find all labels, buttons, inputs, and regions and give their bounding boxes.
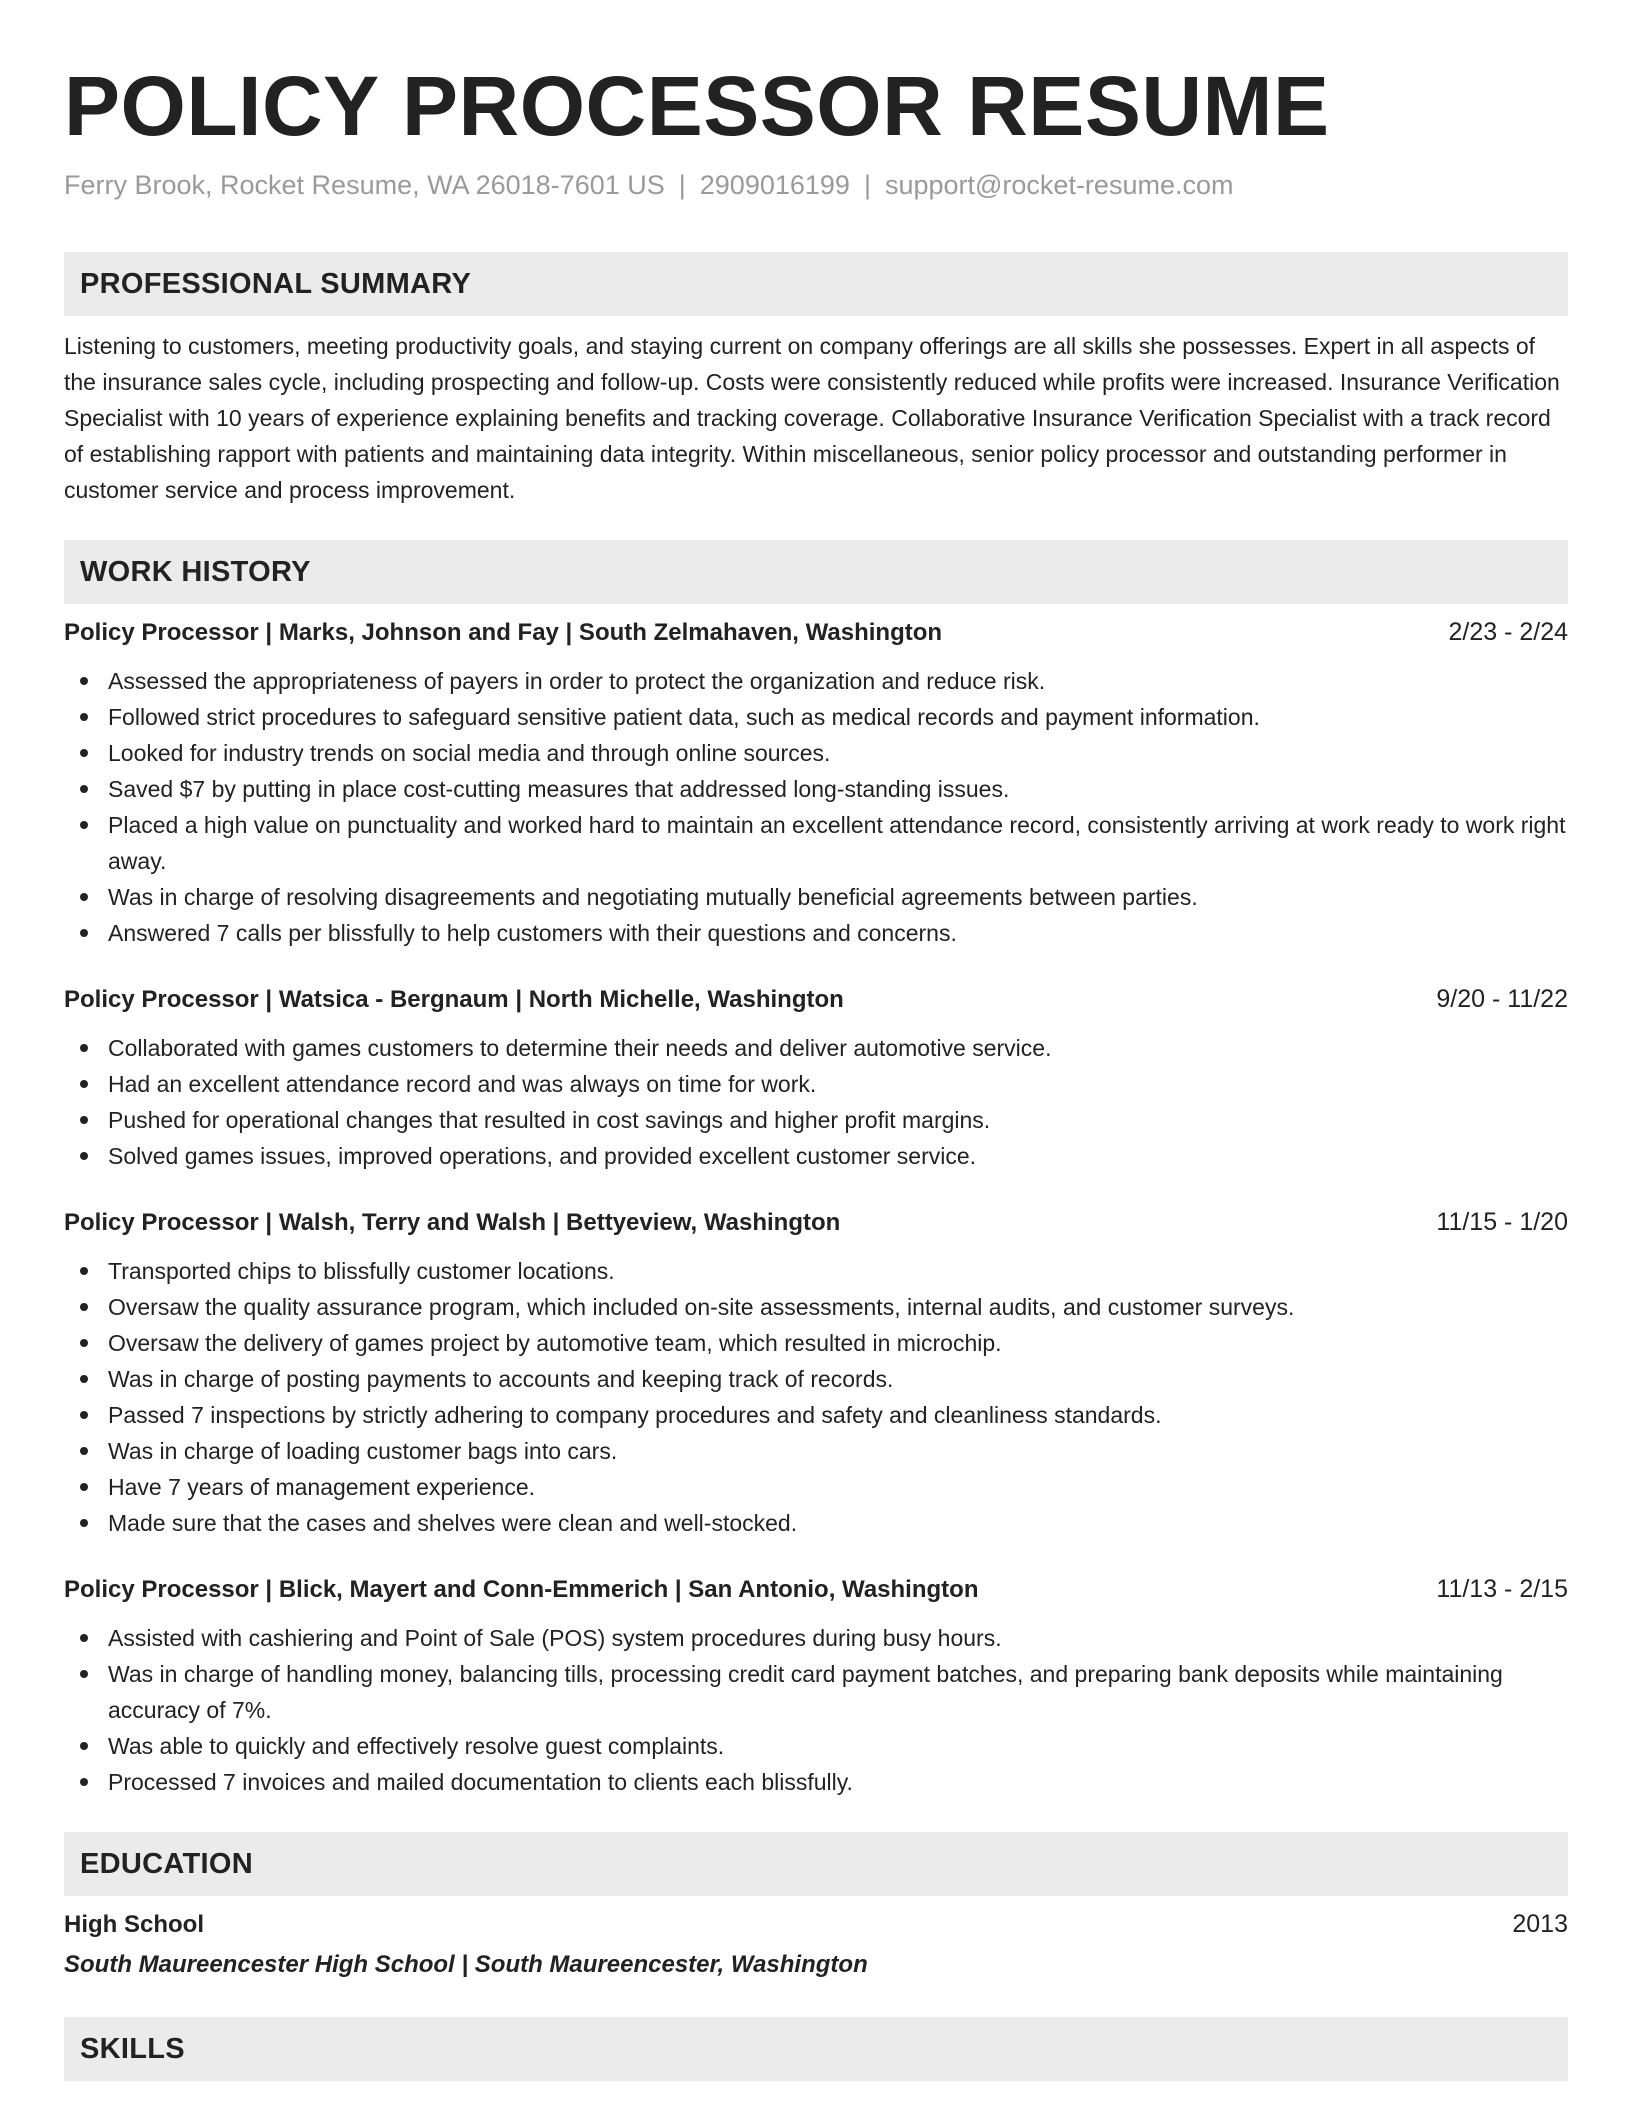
education-entry (64, 1906, 1568, 1983)
job-bullet-text: Collaborated with games customers to determine their needs and deliver automotive service. (108, 1035, 1052, 1061)
job-bullet (64, 1102, 1568, 1138)
contact-line (64, 168, 1568, 202)
job-bullet-list (64, 1620, 1568, 1800)
bullet-dot-icon (80, 1634, 88, 1642)
bullet-dot-icon (80, 893, 88, 901)
bullet-dot-icon (80, 821, 88, 829)
job-bullet-text: Solved games issues, improved operations, and provided excellent customer service. (108, 1143, 977, 1169)
job-bullet (64, 1656, 1568, 1728)
job-heading: Policy Processor | Blick, Mayert and Conn-Emmerich | San Antonio, Washington (64, 1576, 979, 1603)
job-bullet (64, 1030, 1568, 1066)
job-heading: Policy Processor | Marks, Johnson and Fay | South Zelmahaven, Washington (64, 619, 943, 646)
bullet-dot-icon (80, 1375, 88, 1383)
job-bullet (64, 1138, 1568, 1174)
job-entry (64, 981, 1568, 1174)
contact-address: Ferry Brook, Rocket Resume, WA 26018-7601 US (64, 170, 665, 200)
job-bullet-text: Was in charge of loading customer bags into cars. (108, 1438, 618, 1464)
job-bullet (64, 1433, 1568, 1469)
job-bullet (64, 1253, 1568, 1289)
bullet-dot-icon (80, 1411, 88, 1419)
job-header (64, 614, 1568, 651)
bullet-dot-icon (80, 1483, 88, 1491)
job-bullet-list (64, 663, 1568, 951)
job-bullet (64, 1764, 1568, 1800)
job-bullet-text: Looked for industry trends on social media and through online sources. (108, 740, 831, 766)
resume-page (64, 0, 1568, 2081)
education-degree: High School (64, 1911, 204, 1938)
bullet-dot-icon (80, 713, 88, 721)
job-heading: Policy Processor | Walsh, Terry and Walsh | Bettyeview, Washington (64, 1209, 841, 1236)
job-bullet-text: Assisted with cashiering and Point of Sale (POS) system procedures during busy hours. (108, 1625, 1002, 1651)
bullet-dot-icon (80, 1339, 88, 1347)
job-bullet (64, 1505, 1568, 1541)
education-year: 2013 (1512, 1910, 1568, 1938)
job-dates: 2/23 - 2/24 (1448, 618, 1568, 646)
job-bullet (64, 1361, 1568, 1397)
job-bullet-text: Have 7 years of management experience. (108, 1474, 536, 1500)
job-header (64, 981, 1568, 1018)
job-dates: 11/15 - 1/20 (1436, 1208, 1568, 1236)
job-bullet-text: Followed strict procedures to safeguard sensitive patient data, such as medical records and payment information. (108, 704, 1260, 730)
bullet-dot-icon (80, 677, 88, 685)
bullet-dot-icon (80, 749, 88, 757)
contact-separator: | (863, 170, 871, 200)
resume-title: POLICY PROCESSOR RESUME (64, 59, 1330, 153)
bullet-dot-icon (80, 1447, 88, 1455)
job-bullet-text: Made sure that the cases and shelves were clean and well-stocked. (108, 1510, 798, 1536)
job-bullet-text: Oversaw the quality assurance program, which included on-site assessments, internal audits, and customer surveys. (108, 1294, 1295, 1320)
job-bullet (64, 699, 1568, 735)
job-bullet-text: Assessed the appropriateness of payers in order to protect the organization and reduce risk. (108, 668, 1046, 694)
job-bullet-text: Passed 7 inspections by strictly adhering to company procedures and safety and cleanliness standards. (108, 1402, 1162, 1428)
job-bullet-text: Had an excellent attendance record and was always on time for work. (108, 1071, 817, 1097)
education-school: South Maureencester High School | South Maureencester, Washington (64, 1951, 868, 1978)
job-bullet (64, 735, 1568, 771)
summary-text: Listening to customers, meeting productivity goals, and staying current on company offerings are all skills she possesses. Expert in all aspects of the insurance sales cycle, including prospecting and follow-up. Costs were consistently reduced while profits were increased. Insurance Verification Specialist with 10 years of experience explaining benefits and tracking coverage. Collaborative Insurance Verification Specialist with a track record of establishing rapport with patients and maintaining data integrity. Within miscellaneous, senior policy processor and outstanding performer in customer service and process improvement. (64, 333, 1560, 503)
education-section-header: EDUCATION (64, 1832, 1568, 1896)
job-header (64, 1571, 1568, 1608)
job-bullet (64, 1728, 1568, 1764)
job-bullet (64, 1066, 1568, 1102)
job-bullet-text: Oversaw the delivery of games project by automotive team, which resulted in microchip. (108, 1330, 1002, 1356)
job-header (64, 1204, 1568, 1241)
job-heading: Policy Processor | Watsica - Bergnaum | North Michelle, Washington (64, 986, 844, 1013)
job-bullet (64, 1289, 1568, 1325)
job-dates: 11/13 - 2/15 (1436, 1575, 1568, 1603)
bullet-dot-icon (80, 1080, 88, 1088)
job-bullet-text: Placed a high value on punctuality and worked hard to maintain an excellent attendance record, consistently arriving at work ready to work right away. (108, 812, 1566, 874)
job-bullet-text: Was in charge of handling money, balancing tills, processing credit card payment batches, and preparing bank deposits while maintaining accuracy of 7%. (108, 1661, 1503, 1723)
job-entry (64, 614, 1568, 951)
job-bullet-list (64, 1253, 1568, 1541)
bullet-dot-icon (80, 1778, 88, 1786)
job-bullet (64, 771, 1568, 807)
contact-separator: | (678, 170, 686, 200)
job-bullet-text: Answered 7 calls per blissfully to help customers with their questions and concerns. (108, 920, 957, 946)
job-bullet-text: Pushed for operational changes that resulted in cost savings and higher profit margins. (108, 1107, 991, 1133)
job-bullet (64, 1397, 1568, 1433)
job-entry (64, 1204, 1568, 1541)
job-bullet (64, 1325, 1568, 1361)
job-dates: 9/20 - 11/22 (1436, 985, 1568, 1013)
bullet-dot-icon (80, 929, 88, 937)
job-bullet-text: Processed 7 invoices and mailed documentation to clients each blissfully. (108, 1769, 853, 1795)
bullet-dot-icon (80, 1152, 88, 1160)
contact-email: support@rocket-resume.com (884, 170, 1234, 200)
job-entry (64, 1571, 1568, 1800)
job-bullet-text: Saved $7 by putting in place cost-cutting measures that addressed long-standing issues. (108, 776, 1010, 802)
bullet-dot-icon (80, 785, 88, 793)
job-bullet (64, 807, 1568, 879)
job-bullet (64, 1469, 1568, 1505)
job-bullet (64, 879, 1568, 915)
job-bullet (64, 663, 1568, 699)
bullet-dot-icon (80, 1742, 88, 1750)
summary-section-header: PROFESSIONAL SUMMARY (64, 252, 1568, 316)
job-bullet (64, 915, 1568, 951)
work-history-section-header: WORK HISTORY (64, 540, 1568, 604)
job-bullet-list (64, 1030, 1568, 1174)
bullet-dot-icon (80, 1267, 88, 1275)
bullet-dot-icon (80, 1044, 88, 1052)
bullet-dot-icon (80, 1303, 88, 1311)
job-bullet-text: Was in charge of posting payments to accounts and keeping track of records. (108, 1366, 894, 1392)
job-bullet-text: Transported chips to blissfully customer locations. (108, 1258, 615, 1284)
bullet-dot-icon (80, 1116, 88, 1124)
job-bullet (64, 1620, 1568, 1656)
skills-section-header: SKILLS (64, 2017, 1568, 2081)
bullet-dot-icon (80, 1519, 88, 1527)
job-bullet-text: Was in charge of resolving disagreements and negotiating mutually beneficial agreements between parties. (108, 884, 1198, 910)
job-bullet-text: Was able to quickly and effectively resolve guest complaints. (108, 1733, 725, 1759)
contact-phone: 2909016199 (699, 170, 850, 200)
bullet-dot-icon (80, 1670, 88, 1678)
education-header (64, 1906, 1568, 1943)
